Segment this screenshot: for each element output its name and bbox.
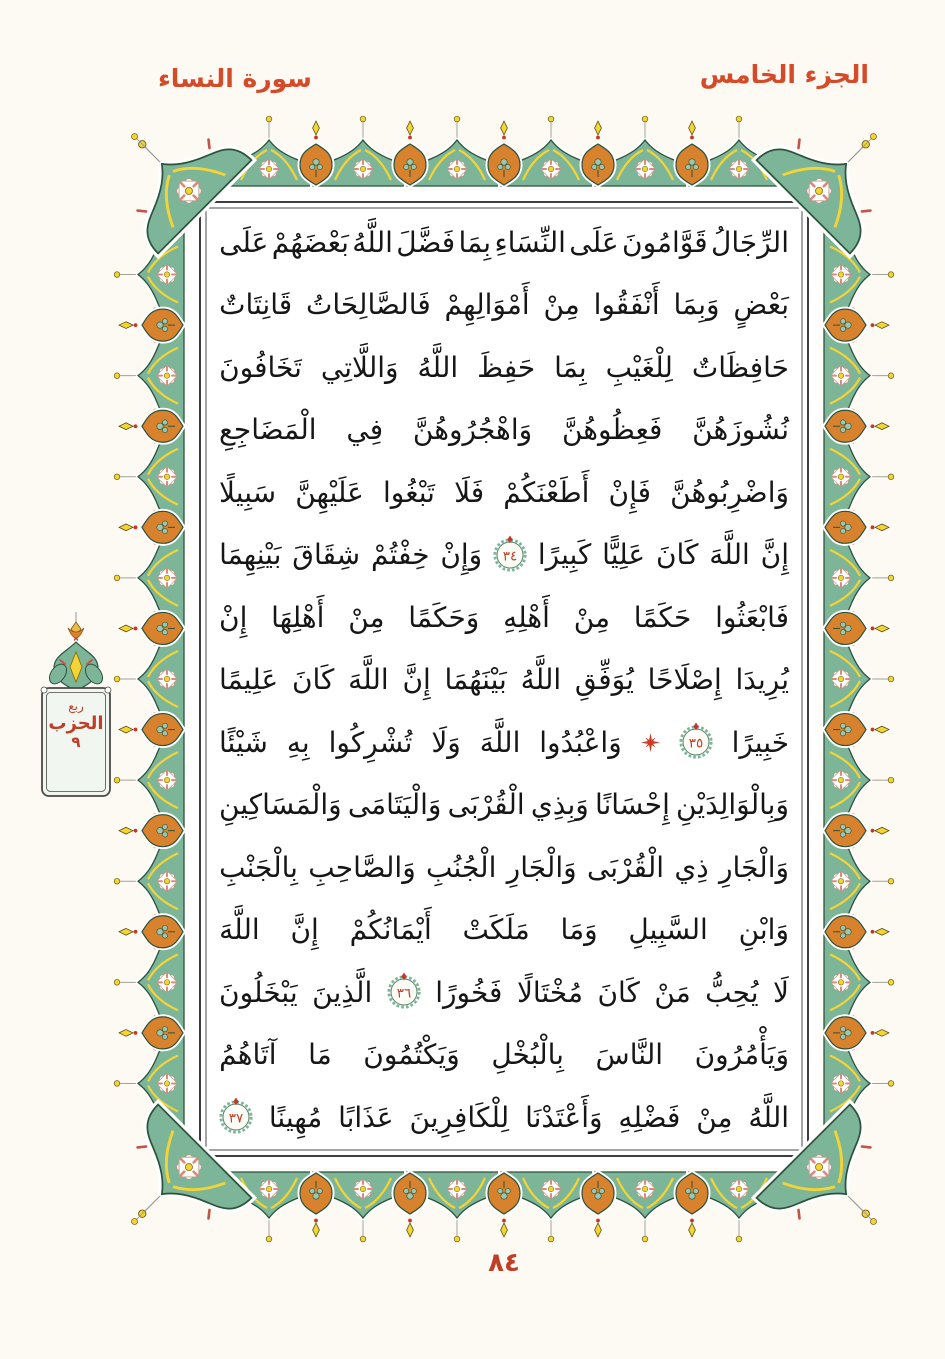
quran-word: اللَّهَ bbox=[709, 538, 750, 572]
quran-word: فَابْعَثُوا bbox=[715, 600, 789, 634]
quran-word: اللَّهُ bbox=[520, 663, 562, 697]
quran-word: وَاضْرِبُوهُنَّ bbox=[670, 475, 789, 509]
quran-word: وَالْجَارِ bbox=[719, 850, 789, 884]
quran-word: وَبِالْوَالِدَيْنِ bbox=[676, 788, 789, 822]
quran-word: وَابْنِ bbox=[738, 913, 789, 947]
quran-word: عَلَى bbox=[219, 225, 269, 259]
quran-word: وَلَا bbox=[431, 725, 461, 759]
quran-word: الرِّجَالُ bbox=[711, 225, 789, 259]
quran-word: يُرِيدَا bbox=[735, 663, 789, 697]
quran-word: عَلَيْهِنَّ bbox=[295, 475, 364, 509]
quran-word: فَضَّلَ bbox=[396, 225, 456, 259]
quran-word: لَا bbox=[773, 975, 789, 1009]
quran-line bbox=[208, 836, 800, 899]
quran-word: لِلْغَيْبِ bbox=[605, 350, 673, 384]
page-number: ٨٤ bbox=[488, 1248, 520, 1278]
quran-word: بَعْضَهُمْ bbox=[271, 225, 349, 259]
surah-header-label: سورة النساء bbox=[158, 64, 312, 93]
quran-word: بِالْجَنْبِ bbox=[219, 850, 298, 884]
quran-word: بَيْنَهُمَا bbox=[444, 663, 507, 697]
quran-word: أَمْوَالِهِمْ bbox=[444, 288, 530, 322]
quran-word: شِقَاقَ bbox=[292, 538, 361, 572]
quran-word: أَنْفَقُوا bbox=[593, 288, 660, 322]
quran-word: يَبْخَلُونَ bbox=[219, 975, 298, 1009]
quran-word: نُشُوزَهُنَّ bbox=[692, 413, 789, 447]
quran-word: مِنْ bbox=[348, 600, 385, 634]
quran-word: فَإِنْ bbox=[608, 475, 652, 509]
quran-word: بِالْبُخْلِ bbox=[491, 1038, 564, 1072]
quran-word: وَبِمَا bbox=[673, 288, 720, 322]
quran-word: الْقُرْبَى bbox=[447, 788, 525, 822]
quran-line bbox=[208, 711, 800, 774]
quran-word: وَالْيَتَامَى bbox=[347, 788, 442, 822]
quran-word: الَّذِينَ bbox=[312, 975, 373, 1009]
quran-word: مِنْ bbox=[543, 288, 580, 322]
quran-word: كَانَ bbox=[291, 663, 335, 697]
quran-word: اللَّهُ bbox=[417, 350, 459, 384]
quran-word: إِنْ bbox=[219, 600, 248, 634]
quran-line bbox=[208, 1086, 800, 1149]
quran-line bbox=[208, 399, 800, 462]
quran-word: مَا bbox=[308, 1038, 332, 1072]
quran-word: لِلْكَافِرِينَ bbox=[409, 1100, 510, 1134]
quran-word: وَيَأْمُرُونَ bbox=[694, 1038, 789, 1072]
quran-word: فَعِظُوهُنَّ bbox=[561, 413, 663, 447]
quran-line bbox=[208, 211, 800, 274]
quran-line bbox=[208, 1024, 800, 1087]
quran-word: إِنَّ bbox=[402, 663, 431, 697]
quran-word: مِنْ bbox=[573, 600, 611, 634]
quran-word: إِنَّ bbox=[760, 538, 789, 572]
quran-word: فِي bbox=[346, 413, 384, 447]
quran-word: خِفْتُمْ bbox=[370, 538, 430, 572]
quran-word: خَبِيرًا bbox=[731, 725, 789, 759]
quran-word: عَلِيمًا bbox=[219, 663, 279, 697]
quran-word: فَالصَّالِحَاتُ bbox=[305, 288, 431, 322]
ayah-marker-icon bbox=[219, 1097, 253, 1137]
hizb-number-label: ٩ bbox=[71, 733, 81, 752]
svg-text:٣٦: ٣٦ bbox=[396, 985, 411, 1002]
quran-word: الْقُرْبَى bbox=[586, 850, 665, 884]
quran-word: الْمَضَاجِعِ bbox=[219, 413, 317, 447]
hizb-marker bbox=[30, 612, 122, 812]
quran-word: عَلَى bbox=[569, 225, 619, 259]
quran-word: وَأَعْتَدْنَا bbox=[525, 1100, 603, 1134]
quran-word: أَهْلِهِ bbox=[503, 600, 550, 634]
juz-header-label: الجزء الخامس bbox=[699, 60, 869, 89]
quran-word: وَإِنْ bbox=[440, 538, 483, 572]
quran-line bbox=[208, 649, 800, 712]
quran-word: النَّاسَ bbox=[595, 1038, 664, 1072]
quran-word: تَخَافُونَ bbox=[219, 350, 302, 384]
quran-word: اللَّهُ bbox=[748, 1100, 789, 1134]
quran-word: مُخْتَالًا bbox=[516, 975, 583, 1009]
quran-word: قَوَّامُونَ bbox=[622, 225, 708, 259]
quran-word: وَيَكْتُمُونَ bbox=[363, 1038, 460, 1072]
quran-line bbox=[208, 586, 800, 649]
quran-word: بِمَا bbox=[458, 225, 492, 259]
quran-word: كَانَ bbox=[597, 975, 640, 1009]
quran-word: كَبِيرًا bbox=[537, 538, 592, 572]
quran-word: مِنْ bbox=[696, 1100, 733, 1134]
quran-word: أَهْلِهَا bbox=[271, 600, 325, 634]
quran-word: شَيْئًا bbox=[219, 725, 268, 759]
quran-word: اللَّهُ bbox=[352, 225, 393, 259]
hizb-rub-label: ربع bbox=[68, 699, 84, 713]
quran-word: حَافِظَاتٌ bbox=[691, 350, 789, 384]
quran-word: بِهِ bbox=[286, 725, 310, 759]
quran-word: أَطَعْنَكُمْ bbox=[503, 475, 590, 509]
quran-word: السَّبِيلِ bbox=[628, 913, 708, 947]
quran-word: تَبْغُوا bbox=[382, 475, 435, 509]
quran-word: اللَّهَ bbox=[479, 725, 521, 759]
ayah-marker-icon bbox=[679, 722, 713, 762]
hizb-marker-labels bbox=[42, 700, 110, 752]
quran-word: عَذَابًا bbox=[338, 1100, 394, 1134]
quran-word: إِصْلَاحًا bbox=[647, 663, 722, 697]
svg-text:٣٥: ٣٥ bbox=[688, 735, 703, 752]
quran-word: وَاعْبُدُوا bbox=[539, 725, 622, 759]
quran-word: بَعْضٍ bbox=[733, 288, 789, 322]
quran-word: النِّسَاءِ bbox=[494, 225, 566, 259]
quran-word: إِنَّ bbox=[290, 913, 319, 947]
quran-word: وَالصَّاحِبِ bbox=[308, 850, 416, 884]
quran-line bbox=[208, 774, 800, 837]
quran-word: أَيْمَانُكُمْ bbox=[349, 913, 432, 947]
quran-word: وَالْجَارِ bbox=[506, 850, 577, 884]
quran-word: آتَاهُمُ bbox=[219, 1038, 277, 1072]
quran-word: بَيْنِهِمَا bbox=[219, 538, 282, 572]
quran-line bbox=[208, 461, 800, 524]
quran-word: بِمَا bbox=[554, 350, 587, 384]
quran-word: مَنْ bbox=[654, 975, 691, 1009]
svg-text:٣٧: ٣٧ bbox=[228, 1110, 244, 1127]
quran-word: وَالْمَسَاكِينِ bbox=[219, 788, 342, 822]
quran-word: فَخُورًا bbox=[435, 975, 503, 1009]
quran-word: وَاهْجُرُوهُنَّ bbox=[412, 413, 533, 447]
quran-word: إِحْسَانًا bbox=[594, 788, 670, 822]
ayah-marker-icon bbox=[493, 535, 527, 575]
quran-word: عَلِيًّا bbox=[602, 538, 646, 572]
quran-line bbox=[208, 899, 800, 962]
quran-word: الْجُنُبِ bbox=[426, 850, 497, 884]
quran-word: فَلَا bbox=[454, 475, 485, 509]
quran-word: وَبِذِي bbox=[530, 788, 589, 822]
quran-word: اللَّهَ bbox=[348, 663, 389, 697]
quran-word: سَبِيلًا bbox=[219, 475, 277, 509]
quran-word: ذِي bbox=[674, 850, 709, 884]
ayah-marker-icon bbox=[387, 972, 421, 1012]
quran-word: تُشْرِكُوا bbox=[328, 725, 413, 759]
svg-text:٣٤: ٣٤ bbox=[502, 548, 518, 565]
quran-word: وَحَكَمًا bbox=[408, 600, 480, 634]
quran-word: يُحِبُّ bbox=[705, 975, 759, 1009]
quran-text-area bbox=[208, 211, 800, 1149]
quran-word: كَانَ bbox=[655, 538, 699, 572]
quran-line bbox=[208, 961, 800, 1024]
quran-word: فَضْلِهِ bbox=[618, 1100, 681, 1134]
quran-word: مُهِينًا bbox=[268, 1100, 323, 1134]
quran-word: مَلَكَتْ bbox=[462, 913, 530, 947]
quran-word: قَانِتَاتٌ bbox=[219, 288, 293, 322]
hizb-name-label: الحزب bbox=[48, 712, 104, 734]
quran-word: يُوَفِّقِ bbox=[574, 663, 634, 697]
quran-word: وَمَا bbox=[560, 913, 598, 947]
quran-word: حَفِظَ bbox=[477, 350, 536, 384]
quran-word: وَاللَّاتِي bbox=[320, 350, 399, 384]
quran-line bbox=[208, 336, 800, 399]
quran-line bbox=[208, 274, 800, 337]
quran-word: حَكَمًا bbox=[633, 600, 692, 634]
quran-line bbox=[208, 524, 800, 587]
quran-word: اللَّهَ bbox=[219, 913, 260, 947]
rub-el-hizb-icon bbox=[641, 733, 660, 752]
